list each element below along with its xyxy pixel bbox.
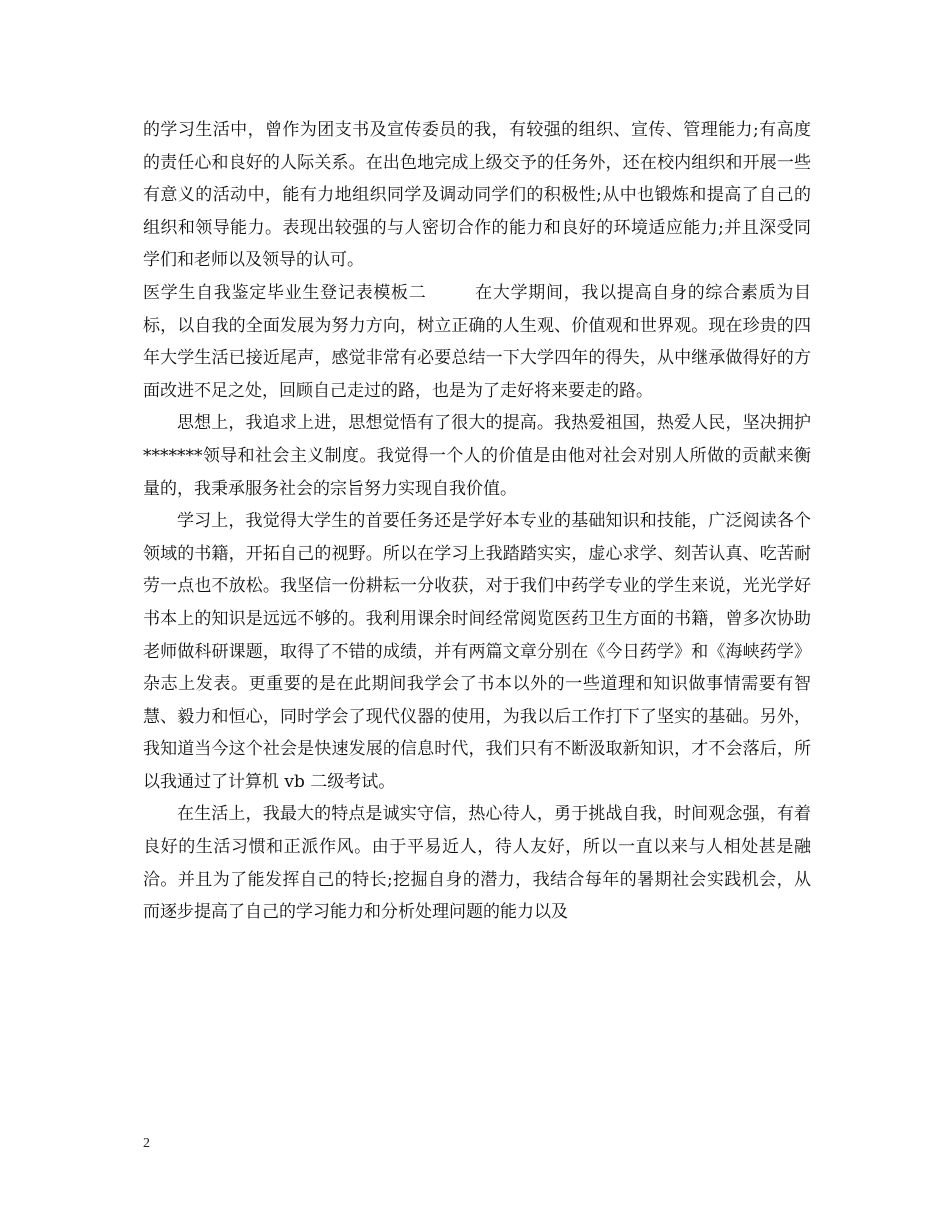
paragraph-thought	[143, 407, 811, 505]
paragraph-study	[143, 505, 811, 798]
page-number: 2	[143, 1136, 150, 1151]
paragraph-text: 的学习生活中，曾作为团支书及宣传委员的我，有较强的组织、宣传、管理能力;有高度的责任心和良好的人际关系。在出色地完成上级交予的任务外，还在校内组织和开展一些有意义的活动中，能有力地组织同学及调动同学们的积极性;从中也锻炼和提高了自己的组织和领导能力。表现出较强的与人密切合作的能力和良好的环境适应能力;并且深受同学们和老师以及领导的认可。	[143, 120, 811, 271]
paragraph-text: 在大学期间，我以提高自身的综合素质为目标，以自我的全面发展为努力方向，树立正确的人生观、价值观和世界观。现在珍贵的四年大学生活已接近尾声，感觉非常有必要总结一下大学四年的得失，从中继承做得好的方面改进不足之处，回顾自己走过的路，也是为了走好将来要走的路。	[143, 282, 812, 401]
paragraph-text: 学习上，我觉得大学生的首要任务还是学好本专业的基础知识和技能，广泛阅读各个领域的书籍，开拓自己的视野。所以在学习上我踏踏实实，虚心求学、刻苦认真、吃苦耐劳一点也不放松。我坚信一份耕耘一分收获，对于我们中药学专业的学生来说，光光学好书本上的知识是远远不够的。我利用课余时间经常阅览医药卫生方面的书籍，曾多次协助老师做科研课题，取得了不错的成绩，并有两篇文章分别在《今日药学》和《海峡药学》杂志上发表。更重要的是在此期间我学会了书本以外的一些道理和知识做事情需要有智慧、毅力和恒心，同时学会了现代仪器的使用，为我以后工作打下了坚实的基础。另外，我知道当今这个社会是快速发展的信息时代，我们只有不断汲取新知识，才不会落后，所以我通过了计算机 vb 二级考试。	[143, 511, 811, 792]
document-body	[143, 114, 811, 929]
paragraph-continuation	[143, 114, 811, 277]
paragraph-text: 在生活上，我最大的特点是诚实守信，热心待人，勇于挑战自我，时间观念强，有着良好的生活习惯和正派作风。由于平易近人，待人友好，所以一直以来与人相处甚是融洽。并且为了能发挥自己的特长;挖掘自身的潜力，我结合每年的暑期社会实践机会，从而逐步提高了自己的学习能力和分析处理问题的能力以及	[143, 804, 811, 923]
paragraph-life	[143, 798, 811, 928]
paragraph-text: 思想上，我追求上进，思想觉悟有了很大的提高。我热爱祖国，热爱人民，坚决拥护*******领导和社会主义制度。我觉得一个人的价值是由他对社会对别人所做的贡献来衡量的，我秉承服务社会的宗旨努力实现自我价值。	[143, 413, 811, 499]
section-heading: 医学生自我鉴定毕业生登记表模板二	[143, 282, 427, 303]
paragraph-template-two	[143, 277, 811, 407]
